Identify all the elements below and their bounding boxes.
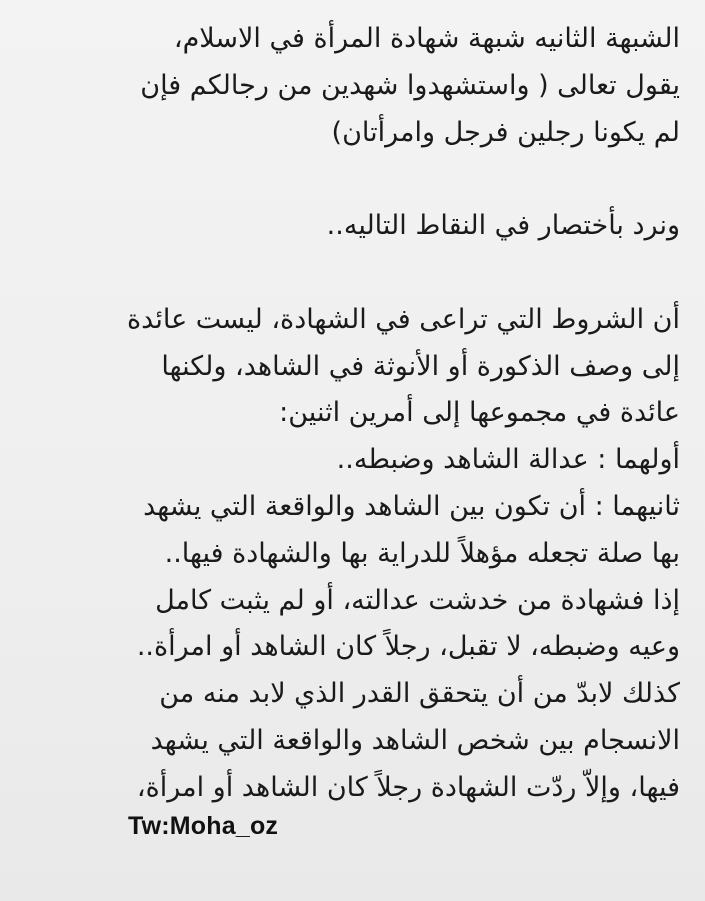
- text-line: لم يكونا رجلين فرجل وامرأتان): [331, 116, 680, 148]
- text-line: وعيه وضبطه، لا تقبل، رجلاً كان الشاهد أو امرأة..: [136, 631, 680, 663]
- text-line: أن الشروط التي تراعى في الشهادة، ليست عائدة: [127, 303, 680, 335]
- text-line: فيها، وإلاّ ردّت الشهادة رجلاً كان الشاهد أو امرأة،: [136, 771, 680, 803]
- text-line: ثانيهما : أن تكون بين الشاهد والواقعة التي يشهد: [143, 490, 680, 522]
- text-line: يقول تعالى ( واستشهدوا شهدين من رجالكم فإن: [140, 69, 680, 101]
- note-text-body: [40, 16, 680, 812]
- text-line: أولهما : عدالة الشاهد وضبطه..: [336, 444, 680, 476]
- paragraph-gap: [40, 156, 680, 203]
- text-line: ونرد بأختصار في النقاط التاليه..: [326, 210, 680, 242]
- paragraph-gap: [40, 250, 680, 297]
- text-line: كذلك لابدّ من أن يتحقق القدر الذي لابد منه من: [159, 678, 680, 710]
- text-line: إلى وصف الذكورة أو الأنوثة في الشاهد، ولكنها: [161, 350, 680, 382]
- text-line: عائدة في مجموعها إلى أمرين اثنين:: [279, 397, 680, 429]
- text-line: بها صلة تجعله مؤهلاً للدراية بها والشهادة فيها..: [164, 537, 680, 569]
- text-line: إذا فشهادة من خدشت عدالته، أو لم يثبت كامل: [155, 584, 680, 616]
- text-line: الشبهة الثانيه شبهة شهادة المرأة في الاسلام،: [173, 23, 680, 54]
- author-signature: Tw:Moha_oz: [128, 812, 279, 840]
- text-line: الانسجام بين شخص الشاهد والواقعة التي يشهد: [150, 724, 680, 756]
